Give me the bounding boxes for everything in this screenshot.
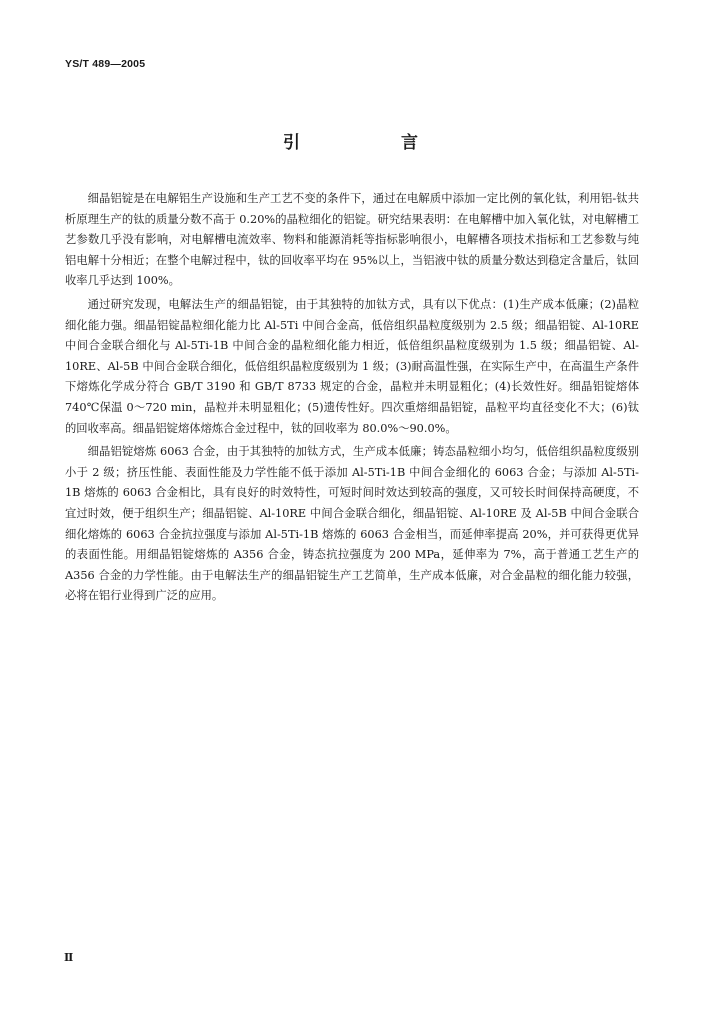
paragraph-2: 通过研究发现，电解法生产的细晶铝锭，由于其独特的加钛方式，具有以下优点：(1)生产成本低廉；(2)晶粒细化能力强。细晶铝锭晶粒细化能力比 Al-5Ti 中间合金高，低倍组织晶粒度级别为 2.5 级；细晶铝锭、Al-10RE 中间合金联合细化与 Al-5Ti-1B 中间合金的晶粒细化能力相近，低倍组织晶粒度级别为 1.5 级；细晶铝锭、Al-10RE、Al-5B 中间合金联合细化，低倍组织晶粒度级别为 1 级；(3)耐高温性强，在实际生产中，在高温生产条件下熔炼化学成分符合 GB/T 3190 和 GB/T 8733 规定的合金，晶粒并未明显粗化；(4)长效性好。细晶铝锭熔体 740℃保温 0～720 min，晶粒并未明显粗化；(5)遗传性好。四次重熔细晶铝锭，晶粒平均直径变化不大；(6)钛的回收率高。细晶铝锭熔体熔炼合金过程中，钛的回收率为 80.0%～90.0%。 (65, 297, 639, 435)
introduction-body (65, 189, 639, 607)
paragraph-3: 细晶铝锭熔炼 6063 合金，由于其独特的加钛方式，生产成本低廉；铸态晶粒细小均匀，低倍组织晶粒度级别小于 2 级；挤压性能、表面性能及力学性能不低于添加 Al-5Ti-1B 中间合金细化的 6063 合金；与添加 Al-5Ti-1B 熔炼的 6063 合金相比，具有良好的时效特性，可短时间时效达到较高的强度，又可较长时间保持高硬度，不宜过时效，便于组织生产；细晶铝锭、Al-10RE 中间合金联合细化，细晶铝锭、Al-10RE 及 Al-5B 中间合金联合细化熔炼的 6063 合金抗拉强度与添加 Al-5Ti-1B 熔炼的 6063 合金相当，而延伸率提高 20%，并可获得更优异的表面性能。用细晶铝锭熔炼的 A356 合金，铸态抗拉强度为 200 MPa，延伸率为 7%，高于普通工艺生产的 A356 合金的力学性能。由于电解法生产的细晶铝锭生产工艺简单，生产成本低廉，对合金晶粒的细化能力较强，必将在铝行业得到广泛的应用。 (65, 445, 639, 603)
standard-code: YS/T 489—2005 (65, 58, 146, 70)
page-title: 引 言 (283, 133, 460, 153)
paragraph-1: 细晶铝锭是在电解铝生产设施和生产工艺不变的条件下，通过在电解质中添加一定比例的氧化钛，利用铝-钛共析原理生产的钛的质量分数不高于 0.20%的晶粒细化的铝锭。研究结果表明：在电解槽中加入氧化钛，对电解槽工艺参数几乎没有影响，对电解槽电流效率、物料和能源消耗等指标影响很小，电解槽各项技术指标和工艺参数与纯铝电解十分相近；在整个电解过程中，钛的回收率平均在 95%以上，当铝液中钛的质量分数达到稳定含量后，钛回收率几乎达到 100%。 (65, 192, 639, 288)
page-number: Ⅱ (64, 952, 74, 964)
